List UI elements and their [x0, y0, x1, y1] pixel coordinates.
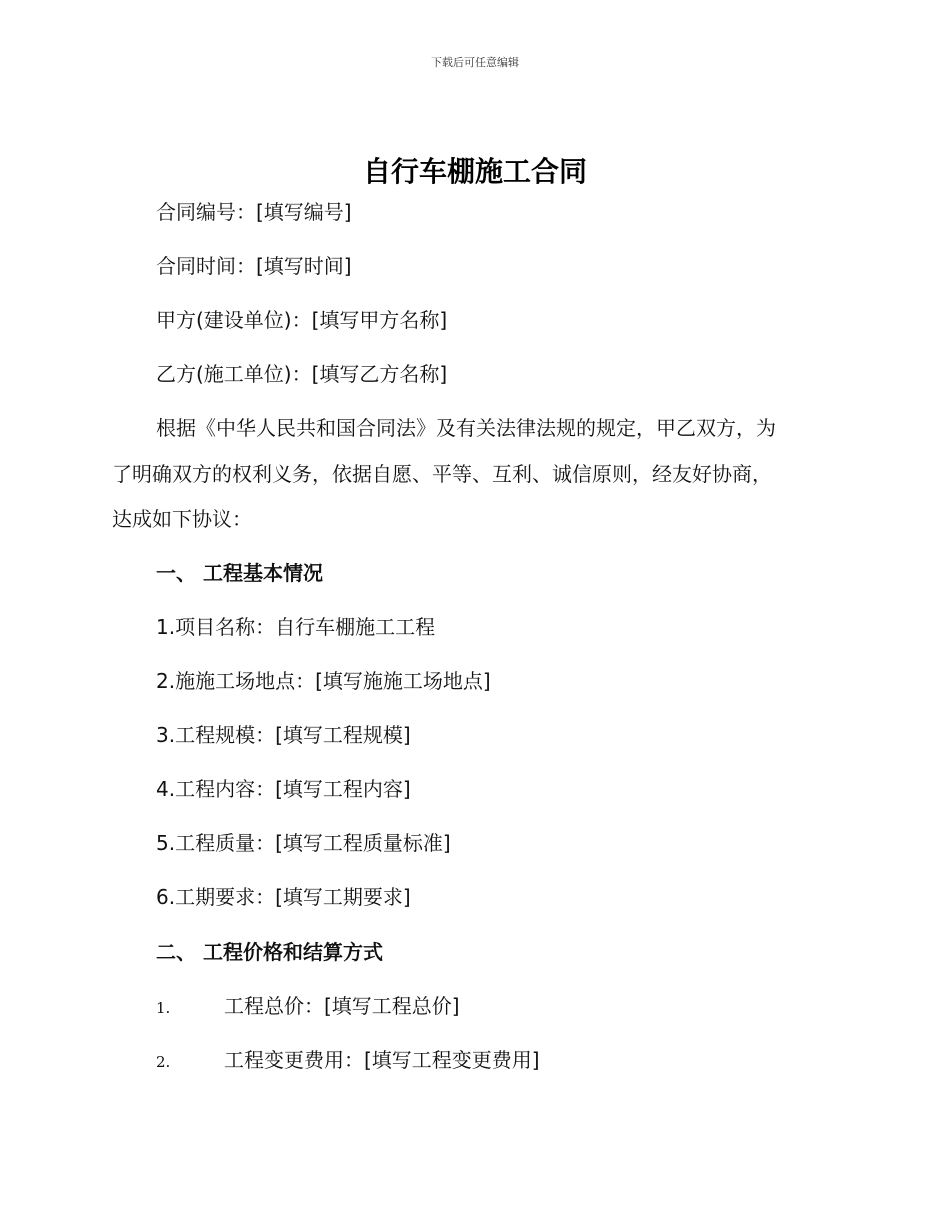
item-number: 2. [156, 1053, 171, 1071]
field-party-a: 甲方(建设单位)：[填写甲方名称] [156, 308, 448, 332]
list-item-scale: 3.工程规模：[填写工程规模] [156, 723, 411, 747]
item-text: 工程总价：[填写工程总价] [224, 994, 460, 1018]
intro-line-3: 达成如下协议： [112, 507, 252, 531]
field-party-b: 乙方(施工单位)：[填写乙方名称] [156, 362, 448, 386]
item-text: 工程变更费用：[填写工程变更费用] [224, 1048, 540, 1072]
list-item-site-location: 2.施施工场地点：[填写施施工场地点] [156, 669, 491, 693]
intro-line-2: 了明确双方的权利义务，依据自愿、平等、互利、诚信原则，经友好协商， [112, 462, 772, 486]
field-contract-time: 合同时间：[填写时间] [156, 254, 352, 278]
section-heading-price-settlement: 二、 工程价格和结算方式 [156, 940, 383, 964]
item-number: 1. [156, 999, 171, 1017]
intro-line-1: 根据《中华人民共和国合同法》及有关法律法规的规定，甲乙双方，为 [156, 416, 776, 440]
section-heading-basic-info: 一、 工程基本情况 [156, 561, 323, 585]
list-item-project-name: 1.项目名称：自行车棚施工工程 [156, 615, 436, 639]
list-item-content: 4.工程内容：[填写工程内容] [156, 777, 411, 801]
list-item-schedule: 6.工期要求：[填写工期要求] [156, 885, 411, 909]
field-contract-number: 合同编号：[填写编号] [156, 200, 352, 224]
list-item-quality: 5.工程质量：[填写工程质量标准] [156, 831, 451, 855]
page-header-note: 下载后可任意编辑 [431, 56, 519, 69]
document-title: 自行车棚施工合同 [362, 155, 587, 188]
numbered-item-change-cost [156, 1046, 540, 1076]
numbered-item-total-price [156, 992, 460, 1022]
